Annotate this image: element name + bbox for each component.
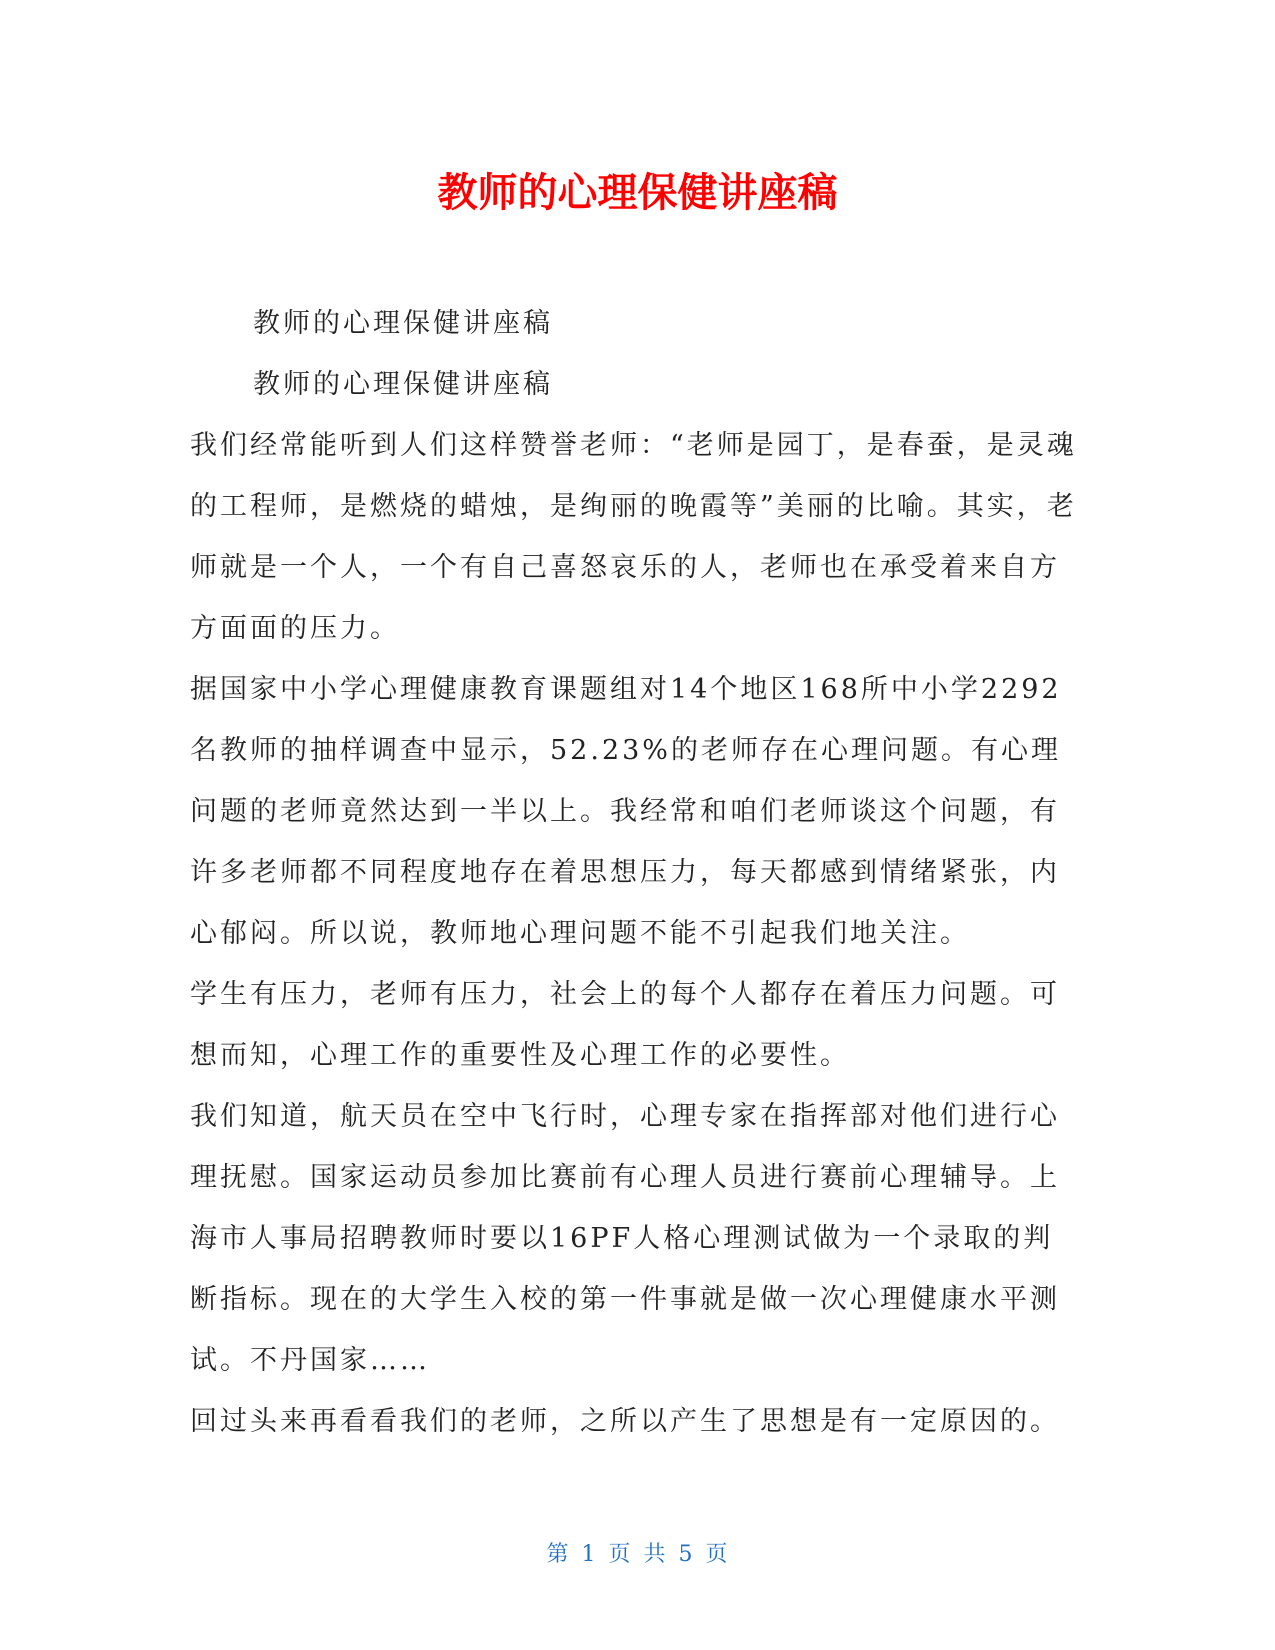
paragraph: 我们经常能听到人们这样赞誉老师：“老师是园丁，是春蚕，是灵魂的工程师，是燃烧的蜡烛，是绚丽的晚霞等”美丽的比喻。其实，老师就是一个人，一个有自己喜怒哀乐的人，老师也在承受着来自方方面面的压力。 [190, 430, 1077, 644]
subtitle-line: 教师的心理保健讲座稿 [253, 308, 553, 339]
paragraph: 回过头来再看看我们的老师，之所以产生了思想是有一定原因的。 [190, 1406, 1060, 1437]
footer-total-label: 共 [643, 1542, 667, 1567]
paragraph: 学生有压力，老师有压力，社会上的每个人都存在着压力问题。可想而知，心理工作的重要性及心理工作的必要性。 [190, 979, 1060, 1071]
footer-total-unit: 页 [705, 1542, 729, 1567]
subtitle-line: 教师的心理保健讲座稿 [253, 369, 553, 400]
footer-current-page: 1 [581, 1542, 597, 1567]
paragraph: 据国家中小学心理健康教育课题组对14个地区168所中小学2292名教师的抽样调查中显示，52.23%的老师存在心理问题。有心理问题的老师竟然达到一半以上。我经常和咱们老师谈这个问题，有许多老师都不同程度地存在着思想压力，每天都感到情绪紧张，内心郁闷。所以说，教师地心理问题不能不引起我们地关注。 [190, 674, 1062, 949]
footer-page-label: 第 [546, 1542, 570, 1567]
footer-page-unit: 页 [608, 1542, 632, 1567]
document-body [190, 293, 1080, 1452]
page-footer [0, 1540, 1275, 1570]
paragraph: 我们知道，航天员在空中飞行时，心理专家在指挥部对他们进行心理抚慰。国家运动员参加比赛前有心理人员进行赛前心理辅导。上海市人事局招聘教师时要以16PF人格心理测试做为一个录取的判断指标。现在的大学生入校的第一件事就是做一次心理健康水平测试。不丹国家…… [190, 1101, 1060, 1376]
footer-total-pages: 5 [678, 1542, 694, 1567]
page-title: 教师的心理保健讲座稿 [437, 170, 838, 216]
